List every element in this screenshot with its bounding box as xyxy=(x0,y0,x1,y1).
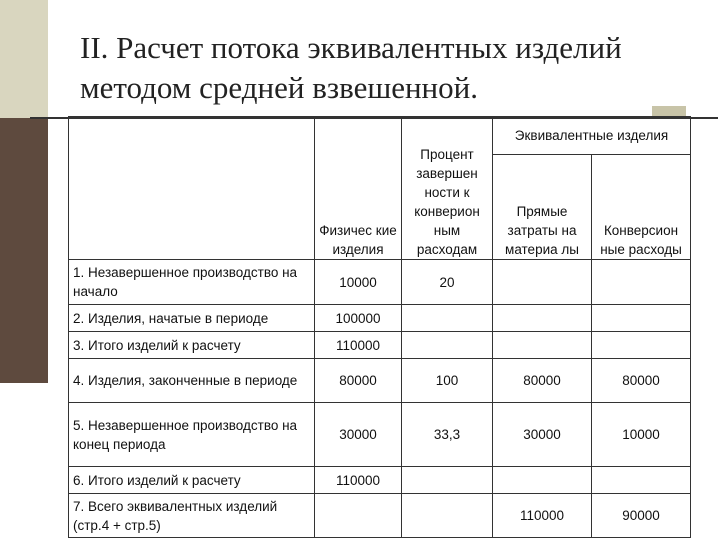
header-label-column xyxy=(69,117,315,260)
percent-cell: 20 xyxy=(402,260,493,305)
row-label: 2. Изделия, начатые в периоде xyxy=(69,305,315,332)
percent-cell xyxy=(402,494,493,538)
percent-cell xyxy=(402,305,493,332)
row-label: 3. Итого изделий к расчету xyxy=(69,332,315,359)
table-row xyxy=(69,494,691,538)
direct-materials-cell xyxy=(493,260,592,305)
physical-units-cell: 10000 xyxy=(315,260,402,305)
conversion-cell: 90000 xyxy=(592,494,691,538)
table-row xyxy=(69,467,691,494)
decorative-side-bar-dark xyxy=(0,118,48,383)
equivalent-units-table xyxy=(68,116,691,538)
row-label: 7. Всего эквивалентных изделий (стр.4 + стр.5) xyxy=(69,494,315,538)
direct-materials-cell xyxy=(493,467,592,494)
direct-materials-cell xyxy=(493,305,592,332)
conversion-cell xyxy=(592,332,691,359)
conversion-cell xyxy=(592,467,691,494)
header-physical-units: Физичес кие изделия xyxy=(315,117,402,260)
header-percent-complete: Процент завершен ности к конверион ным расходам xyxy=(402,117,493,260)
physical-units-cell: 80000 xyxy=(315,359,402,403)
direct-materials-cell xyxy=(493,332,592,359)
conversion-cell: 10000 xyxy=(592,403,691,467)
direct-materials-cell: 30000 xyxy=(493,403,592,467)
row-label: 6. Итого изделий к расчету xyxy=(69,467,315,494)
percent-cell: 100 xyxy=(402,359,493,403)
table-row xyxy=(69,403,691,467)
table-row xyxy=(69,332,691,359)
header-conversion-costs: Конверсион ные расходы xyxy=(592,155,691,260)
title-line-2: методом средней взвешенной. xyxy=(80,70,478,105)
physical-units-cell xyxy=(315,494,402,538)
direct-materials-cell: 110000 xyxy=(493,494,592,538)
physical-units-cell: 30000 xyxy=(315,403,402,467)
physical-units-cell: 100000 xyxy=(315,305,402,332)
direct-materials-cell: 80000 xyxy=(493,359,592,403)
row-label: 5. Незавершенное производство на конец периода xyxy=(69,403,315,467)
title-line-1: II. Расчет потока эквивалентных изделий xyxy=(80,30,622,65)
header-direct-materials: Прямые затраты на материа лы xyxy=(493,155,592,260)
header-equivalent-units: Эквивалентные изделия xyxy=(493,117,691,155)
physical-units-cell: 110000 xyxy=(315,467,402,494)
slide-title xyxy=(80,28,700,108)
conversion-cell xyxy=(592,305,691,332)
conversion-cell: 80000 xyxy=(592,359,691,403)
table-row xyxy=(69,260,691,305)
physical-units-cell: 110000 xyxy=(315,332,402,359)
table-row xyxy=(69,305,691,332)
percent-cell xyxy=(402,467,493,494)
conversion-cell xyxy=(592,260,691,305)
row-label: 4. Изделия, законченные в периоде xyxy=(69,359,315,403)
percent-cell xyxy=(402,332,493,359)
row-label: 1. Незавершенное производство на начало xyxy=(69,260,315,305)
percent-cell: 33,3 xyxy=(402,403,493,467)
table-row xyxy=(69,359,691,403)
